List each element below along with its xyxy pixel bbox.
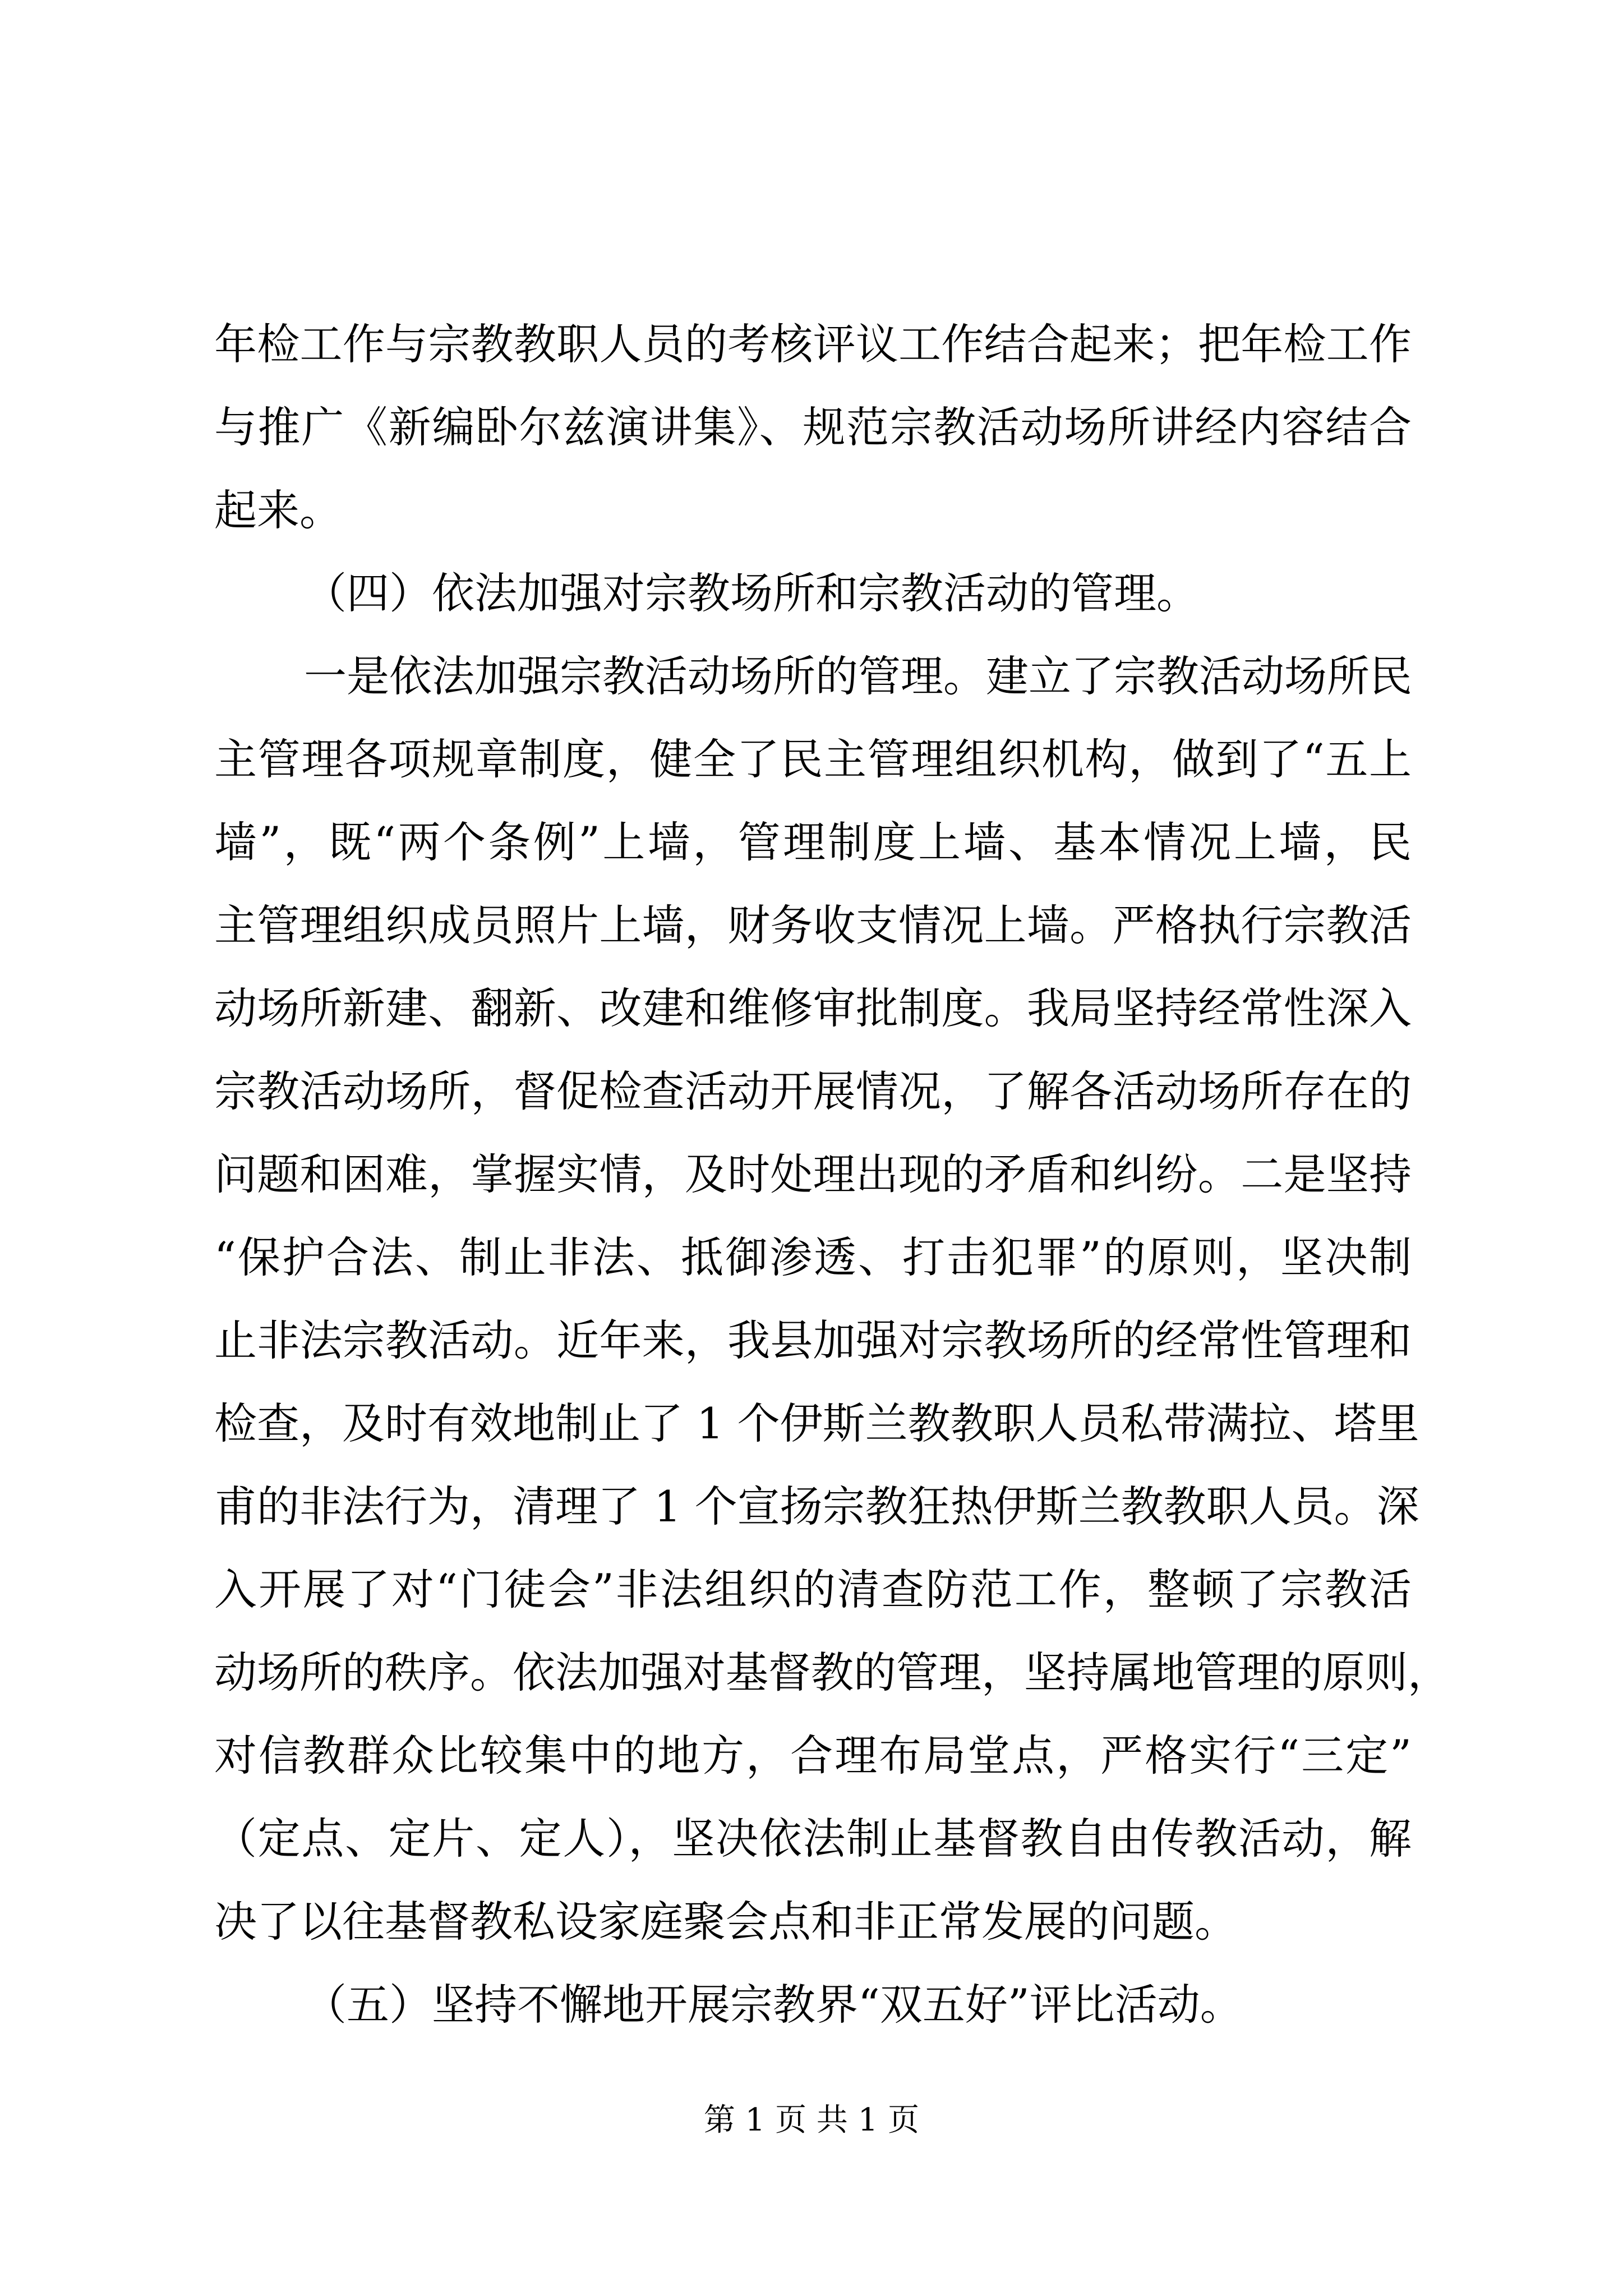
- body-line: 止非法宗教活动。近年来，我县加强对宗教场所的经常性管理和: [214, 1315, 1412, 1365]
- body-line: “保护合法、制止非法、抵御渗透、打击犯罪”的原则，坚决制: [214, 1232, 1412, 1282]
- section-heading-4: （四）依法加强对宗教场所和宗教活动的管理。: [304, 568, 1199, 618]
- body-line: 问题和困难，掌握实情，及时处理出现的矛盾和纠纷。二是坚持: [214, 1149, 1412, 1199]
- body-line: 动场所新建、翻新、改建和维修审批制度。我局坚持经常性深入: [214, 983, 1412, 1033]
- body-line: 一是依法加强宗教活动场所的管理。建立了宗教活动场所民: [304, 651, 1412, 701]
- body-line: 对信教群众比较集中的地方，合理布局堂点，严格实行“三定”: [214, 1731, 1412, 1780]
- body-line: 年检工作与宗教教职人员的考核评议工作结合起来；把年检工作: [214, 319, 1412, 369]
- section-heading-5: （五）坚持不懈地开展宗教界“双五好”评比活动。: [304, 1980, 1243, 2030]
- body-line: 检查，及时有效地制止了 1 个伊斯兰教教职人员私带满拉、塔里: [214, 1398, 1419, 1448]
- page-number: 第 1 页 共 1 页: [703, 2102, 920, 2138]
- body-line: 与推广《新编卧尔兹演讲集》、规范宗教活动场所讲经内容结合: [214, 402, 1412, 452]
- body-line: 墙”，既“两个条例”上墙，管理制度上墙、基本情况上墙，民: [214, 817, 1412, 867]
- body-line: 宗教活动场所，督促检查活动开展情况，了解各活动场所存在的: [214, 1066, 1412, 1116]
- body-line: （定点、定片、定人），坚决依法制止基督教自由传教活动，解: [214, 1814, 1412, 1864]
- body-line: 起来。: [214, 485, 342, 535]
- body-line: 甫的非法行为，清理了 1 个宣扬宗教狂热伊斯兰教教职人员。深: [214, 1481, 1419, 1531]
- body-line: 主管理各项规章制度，健全了民主管理组织机构，做到了“五上: [214, 734, 1412, 784]
- body-line: 动场所的秩序。依法加强对基督教的管理，坚持属地管理的原则，: [214, 1648, 1450, 1697]
- document-body: [214, 303, 1450, 2046]
- body-line: 主管理组织成员照片上墙，财务收支情况上墙。严格执行宗教活: [214, 900, 1412, 950]
- body-line: 入开展了对“门徒会”非法组织的清查防范工作，整顿了宗教活: [214, 1565, 1412, 1614]
- body-line: 决了以往基督教私设家庭聚会点和非正常发展的问题。: [214, 1897, 1237, 1947]
